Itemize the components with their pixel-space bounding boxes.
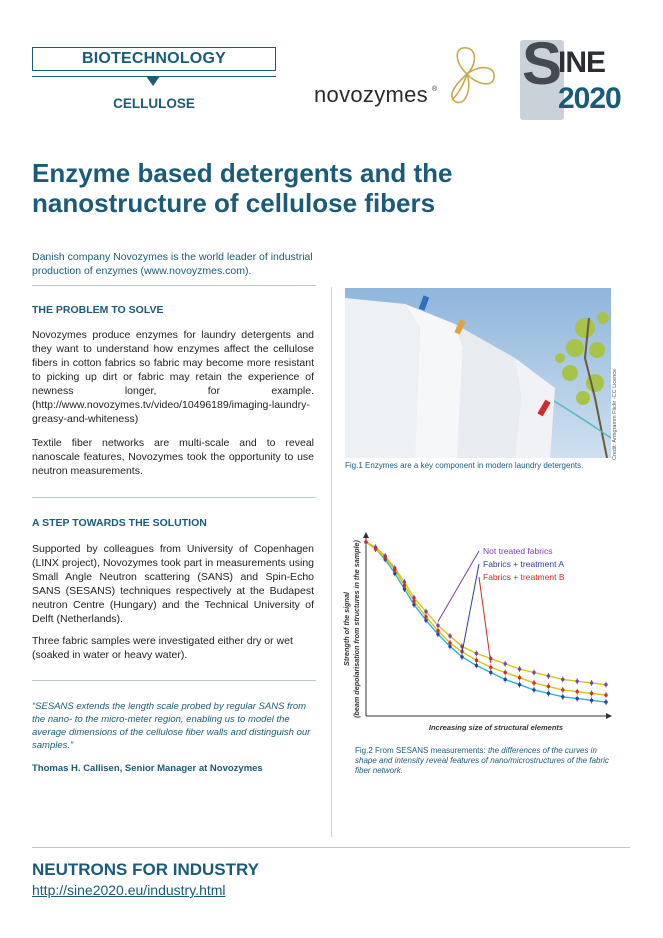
data-point xyxy=(393,568,396,571)
data-point xyxy=(384,556,387,559)
y-axis-label-line-2: (beam depolarisation from structures in the sample) xyxy=(352,540,361,718)
legend-pointer-2 xyxy=(462,564,479,653)
data-point xyxy=(576,690,579,693)
solution-divider xyxy=(32,680,316,681)
data-point xyxy=(504,662,507,665)
problem-paragraph-1: Novozymes produce enzymes for laundry detergents and they want to understand how enzymes affect the cellulose fibers in cotton fabrics so fabric may become more resistant to picking up dirt or fabric may retain the experience of newness longer, for example. (http://www.novozymes.tv/video/10496189/imaging-laundry-greasy-and-whiteness) xyxy=(32,329,314,425)
solution-heading: A STEP TOWARDS THE SOLUTION xyxy=(32,517,207,529)
data-point xyxy=(489,666,492,669)
solution-paragraph-1: Supported by colleagues from University of Copenhagen (LINX project), Novozymes took part in measurements using Small Angle Neutron scattering (SANS) and Spin-Echo SANS (SESANS) techniques respectively at the Budapest neutron Centre (Hungary) and the Technical University of Delft (Netherlands). xyxy=(32,543,314,625)
problem-heading: THE PROBLEM TO SOLVE xyxy=(32,304,164,316)
data-point xyxy=(436,624,439,627)
photo-credit: Credit: Armgramm Flickr -CC Licence xyxy=(612,368,618,460)
footer-link[interactable]: http://sine2020.eu/industry.html xyxy=(32,882,226,898)
sesans-chart xyxy=(338,530,614,742)
logo-letter-s: S xyxy=(522,30,563,97)
data-point xyxy=(532,671,535,674)
footer-title: NEUTRONS FOR INDUSTRY xyxy=(32,860,259,879)
data-point xyxy=(436,629,439,632)
x-axis-label: Increasing size of structural elements xyxy=(428,723,564,732)
figure2-caption-italic: the differences of the curves in shape and intensity reveal features of nano/microstructures of the fabric fiber network. xyxy=(355,746,609,775)
intro-text: Danish company Novozymes is the world leader of industrial production of enzymes (www.novoyzmes.com). xyxy=(32,251,313,277)
data-point xyxy=(364,540,367,543)
data-point xyxy=(412,599,415,602)
data-point xyxy=(504,671,507,674)
legend-pointer-1 xyxy=(438,551,479,622)
data-point xyxy=(604,693,607,696)
legend-pointer-3 xyxy=(479,577,491,663)
registered-mark: ® xyxy=(432,86,438,93)
data-point xyxy=(448,634,451,637)
novozymes-logo xyxy=(314,40,504,110)
sine2020-logo xyxy=(520,30,621,120)
data-point xyxy=(475,659,478,662)
logo-year: 2020 xyxy=(558,82,621,115)
legend-entry-2: Fabrics + treatment A xyxy=(483,559,565,569)
data-point xyxy=(448,641,451,644)
laundry-photo xyxy=(345,288,611,458)
data-point xyxy=(590,699,593,702)
data-point xyxy=(547,685,550,688)
legend-entry-1: Not treated fabrics xyxy=(483,546,553,556)
data-point xyxy=(576,697,579,700)
data-point xyxy=(475,664,478,667)
data-point xyxy=(424,610,427,613)
x-axis-arrow-icon xyxy=(606,713,612,719)
data-point xyxy=(590,692,593,695)
data-point xyxy=(561,678,564,681)
y-axis-arrow-icon xyxy=(363,532,369,538)
data-point xyxy=(604,700,607,703)
data-point xyxy=(561,688,564,691)
data-point xyxy=(403,584,406,587)
intro-divider xyxy=(32,285,316,286)
figure2-caption-prefix: Fig.2 From SESANS measurements: xyxy=(355,746,488,755)
data-point xyxy=(518,683,521,686)
data-point xyxy=(561,695,564,698)
laundry-photo-illustration xyxy=(345,288,611,458)
data-point xyxy=(547,674,550,677)
data-point xyxy=(475,652,478,655)
data-point xyxy=(424,615,427,618)
column-divider xyxy=(331,287,332,837)
legend-entry-3: Fabrics + treatment B xyxy=(483,572,565,582)
data-point xyxy=(460,655,463,658)
solution-paragraph-2: Three fabric samples were investigated either dry or wet (soaked in water or heavy water). xyxy=(32,635,293,661)
figure2-caption xyxy=(355,746,615,776)
data-point xyxy=(547,692,550,695)
page-title: Enzyme based detergents and the nanostructure of cellulose fibers xyxy=(32,158,453,218)
data-point xyxy=(532,688,535,691)
data-point xyxy=(374,547,377,550)
y-axis-label-line-1: Strength of the signal xyxy=(342,592,351,666)
quote-text: “SESANS extends the length scale probed by regular SANS from the nano- to the micro-meter region, enabling us to model the average dimensions of the cellulose fiber walls and distinguish our samples.” xyxy=(32,701,311,751)
category-label: BIOTECHNOLOGY xyxy=(32,47,276,71)
data-point xyxy=(489,671,492,674)
logo-word-ine: INE xyxy=(558,46,606,79)
data-point xyxy=(576,680,579,683)
footer-divider xyxy=(32,847,630,848)
category-arrow-icon xyxy=(146,76,160,86)
problem-paragraph-2: Textile fiber networks are multi-scale and to reveal nanoscale features, Novozymes took the opportunity to use neutron measurements. xyxy=(32,437,314,477)
data-point xyxy=(518,676,521,679)
quote-author: Thomas H. Callisen, Senior Manager at Novozymes xyxy=(32,763,263,774)
data-point xyxy=(604,683,607,686)
subcategory-label: CELLULOSE xyxy=(113,96,195,111)
figure1-caption: Fig.1 Enzymes are a key component in modern laundry detergents. xyxy=(345,461,584,470)
data-point xyxy=(532,681,535,684)
data-point xyxy=(504,678,507,681)
data-point xyxy=(590,681,593,684)
data-point xyxy=(518,667,521,670)
problem-divider xyxy=(32,497,316,498)
novozymes-clover-icon xyxy=(434,40,504,110)
brand-name: novozymes xyxy=(314,82,428,107)
